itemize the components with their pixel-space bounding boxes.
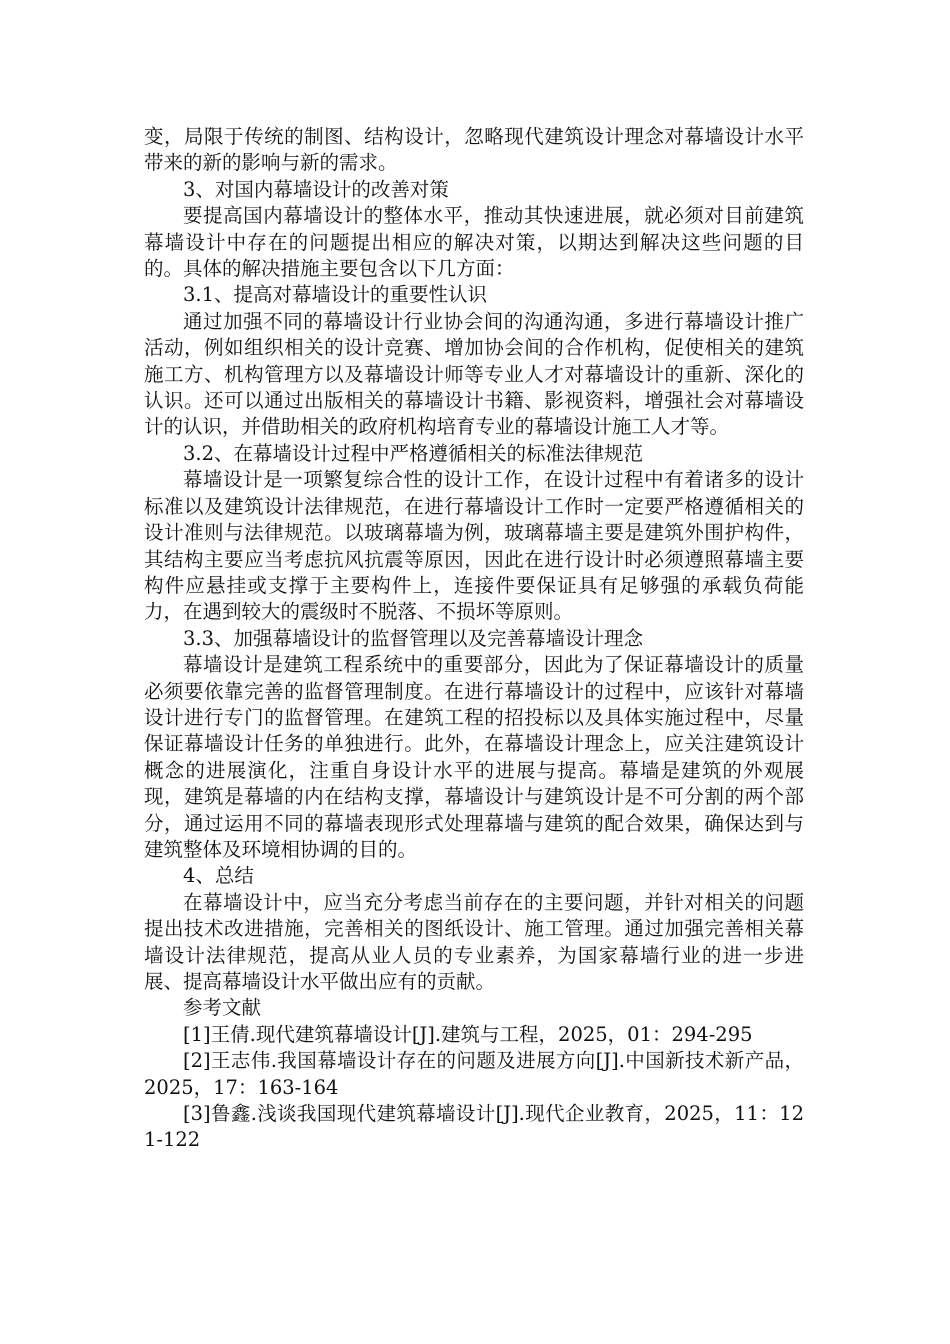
reference-item: [1]王倩.现代建筑幕墙设计[J].建筑与工程，2025，01：294-295 <box>183 1022 753 1046</box>
body-paragraph: 在幕墙设计中，应当充分考虑当前存在的主要问题，并针对相关的问题提出技术改进措施，完善相关的图纸设计、施工管理。通过加强完善相关幕墙设计法律规范，提高从业人员的专业素养，为国家幕墙行业的进一步进展、提高幕墙设计水平做出应有的贡献。 <box>144 890 804 993</box>
section-heading: 4、总结 <box>183 864 254 888</box>
reference-item: [3]鲁鑫.浅谈我国现代建筑幕墙设计[J].现代企业教育，2025，11：121-122 <box>144 1102 804 1152</box>
body-paragraph: 变，局限于传统的制图、结构设计，忽略现代建筑设计理念对幕墙设计水平带来的新的影响与新的需求。 <box>144 125 804 175</box>
subsection-heading: 3.3、加强幕墙设计的监督管理以及完善幕墙设计理念 <box>183 626 644 650</box>
body-paragraph: 幕墙设计是建筑工程系统中的重要部分，因此为了保证幕墙设计的质量必须要依靠完善的监督管理制度。在进行幕墙设计的过程中，应该针对幕墙设计进行专门的监督管理。在建筑工程的招投标以及具体实施过程中，尽量保证幕墙设计任务的单独进行。此外，在幕墙设计理念上，应关注建筑设计概念的进展演化，注重自身设计水平的进展与提高。幕墙是建筑的外观展现，建筑是幕墙的内在结构支撑，幕墙设计与建筑设计是不可分割的两个部分，通过运用不同的幕墙表现形式处理幕墙与建筑的配合效果，确保达到与建筑整体及环境相协调的目的。 <box>144 653 804 861</box>
section-heading: 3、对国内幕墙设计的改善对策 <box>183 177 449 201</box>
reference-item: [2]王志伟.我国幕墙设计存在的问题及进展方向[J].中国新技术新产品，2025，17：163-164 <box>144 1049 804 1099</box>
subsection-heading: 3.2、在幕墙设计过程中严格遵循相关的标准法律规范 <box>183 441 644 465</box>
references-heading: 参考文献 <box>183 996 262 1020</box>
document-page <box>144 124 804 1154</box>
subsection-heading: 3.1、提高对幕墙设计的重要性认识 <box>183 283 488 307</box>
body-paragraph: 要提高国内幕墙设计的整体水平，推动其快速进展，就必须对目前建筑幕墙设计中存在的问题提出相应的解决对策，以期达到解决这些问题的目的。具体的解决措施主要包含以下几方面： <box>144 204 804 281</box>
body-paragraph: 幕墙设计是一项繁复综合性的设计工作，在设计过程中有着诸多的设计标准以及建筑设计法律规范，在进行幕墙设计工作时一定要严格遵循相关的设计准则与法律规范。以玻璃幕墙为例，玻璃幕墙主要是建筑外围护构件，其结构主要应当考虑抗风抗震等原因，因此在进行设计时必须遵照幕墙主要构件应悬挂或支撑于主要构件上，连接件要保证具有足够强的承载负荷能力，在遇到较大的震级时不脱落、不损坏等原则。 <box>144 468 804 624</box>
body-paragraph: 通过加强不同的幕墙设计行业协会间的沟通沟通，多进行幕墙设计推广活动，例如组织相关的设计竞赛、增加协会间的合作机构，促使相关的建筑施工方、机构管理方以及幕墙设计师等专业人才对幕墙设计的重新、深化的认识。还可以通过出版相关的幕墙设计书籍、影视资料，增强社会对幕墙设计的认识，并借助相关的政府机构培育专业的幕墙设计施工人才等。 <box>144 309 804 439</box>
